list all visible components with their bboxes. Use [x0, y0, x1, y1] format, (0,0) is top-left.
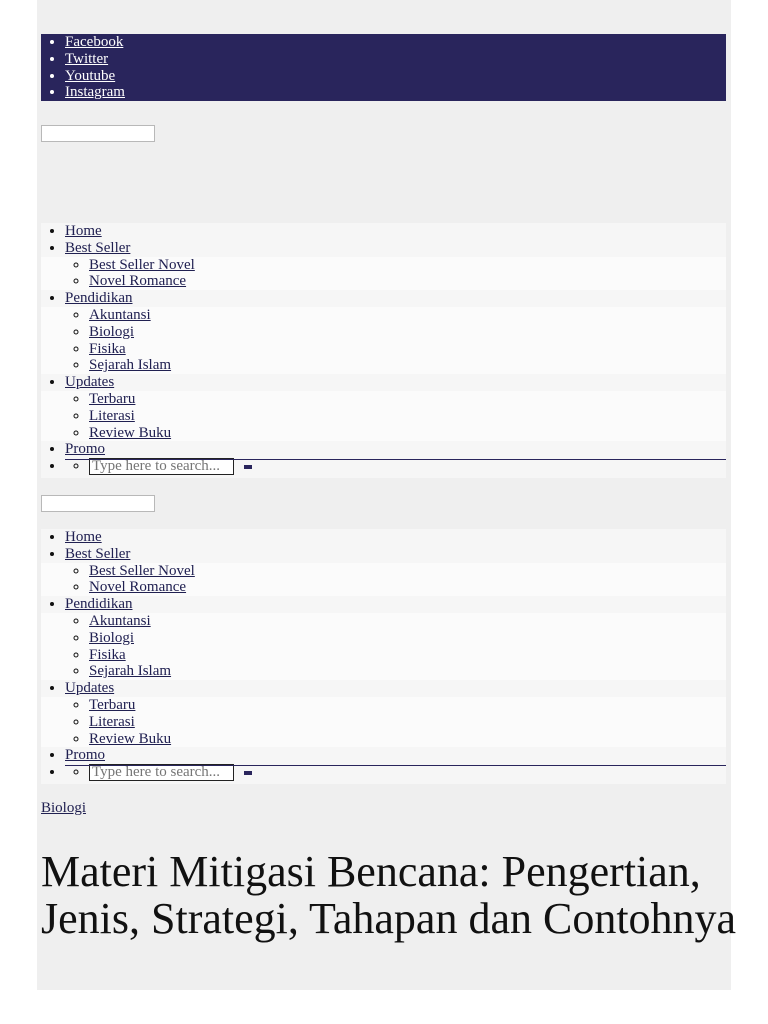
youtube-link[interactable]: Youtube [65, 67, 116, 84]
nav-link-updates[interactable]: Updates [65, 680, 115, 697]
subnav-item [89, 341, 726, 358]
mobile-nav [41, 529, 726, 784]
subnav-link-novel-romance[interactable]: Novel Romance [89, 579, 187, 596]
nav-item-pendidikan [65, 290, 726, 374]
nav-item-search [65, 764, 726, 784]
nav-item-updates [65, 680, 726, 747]
nav-link-updates[interactable]: Updates [65, 374, 115, 391]
instagram-link[interactable]: Instagram [65, 84, 125, 101]
nav-link-best-seller[interactable]: Best Seller [65, 239, 131, 256]
nav-divider [65, 765, 726, 766]
social-item-youtube [65, 68, 726, 85]
nav-item-pendidikan [65, 596, 726, 680]
subnav-link-novel-romance[interactable]: Novel Romance [89, 273, 187, 290]
subnav-item [89, 324, 726, 341]
nav-item-promo [65, 441, 726, 458]
subnav-link-fisika[interactable]: Fisika [89, 340, 126, 357]
subnav-link-terbaru[interactable]: Terbaru [89, 390, 136, 407]
subnav-link-review-buku[interactable]: Review Buku [89, 424, 172, 441]
search-form [89, 458, 726, 475]
subnav-item [89, 391, 726, 408]
subnav-link-review-buku[interactable]: Review Buku [89, 730, 172, 747]
subnav-item [89, 579, 726, 596]
social-item-twitter [65, 51, 726, 68]
breadcrumb [41, 800, 86, 817]
subnav-link-akuntansi[interactable]: Akuntansi [89, 306, 151, 323]
subnav-item [89, 257, 726, 274]
search-input[interactable] [89, 458, 234, 475]
subnav-item [89, 714, 726, 731]
subnav-item [89, 663, 726, 680]
nav-item-home [65, 529, 726, 546]
nav-item-best-seller [65, 240, 726, 290]
subnav-link-sejarah-islam[interactable]: Sejarah Islam [89, 357, 172, 374]
nav-item-home [65, 223, 726, 240]
facebook-link[interactable]: Facebook [65, 34, 124, 50]
subnav-link-best-seller-novel[interactable]: Best Seller Novel [89, 562, 195, 579]
subnav-link-sejarah-islam[interactable]: Sejarah Islam [89, 663, 172, 680]
subnav-item [89, 408, 726, 425]
nav-link-promo[interactable]: Promo [65, 747, 106, 764]
subnav-item [89, 731, 726, 748]
search-submit-button[interactable] [244, 465, 252, 469]
search-form [89, 764, 726, 781]
subnav-item [89, 647, 726, 664]
site-logo[interactable] [41, 125, 155, 142]
social-item-instagram [65, 84, 726, 101]
nav-item-search [65, 458, 726, 478]
subnav-item [89, 307, 726, 324]
subnav-link-fisika[interactable]: Fisika [89, 646, 126, 663]
social-item-facebook [65, 34, 726, 51]
subnav-link-terbaru[interactable]: Terbaru [89, 696, 136, 713]
main-nav [41, 223, 726, 478]
subnav-link-best-seller-novel[interactable]: Best Seller Novel [89, 256, 195, 273]
nav-link-home[interactable]: Home [65, 223, 102, 239]
nav-item-updates [65, 374, 726, 441]
subnav-link-biologi[interactable]: Biologi [89, 323, 135, 340]
subnav-item [89, 697, 726, 714]
nav-item-best-seller [65, 546, 726, 596]
subnav-item [89, 630, 726, 647]
subnav-link-literasi[interactable]: Literasi [89, 407, 135, 424]
article-title: Materi Mitigasi Bencana: Pengertian, Jenis, Strategi, Tahapan dan Contohnya [41, 847, 737, 943]
nav-link-promo[interactable]: Promo [65, 441, 106, 458]
nav-link-pendidikan[interactable]: Pendidikan [65, 596, 133, 613]
nav-divider [65, 459, 726, 460]
social-topbar [41, 34, 726, 101]
category-link[interactable]: Biologi [41, 800, 87, 816]
mobile-site-logo[interactable] [41, 495, 155, 512]
nav-item-promo [65, 747, 726, 764]
search-input[interactable] [89, 764, 234, 781]
subnav-item [89, 613, 726, 630]
social-links [41, 34, 726, 101]
twitter-link[interactable]: Twitter [65, 50, 109, 67]
search-submit-button[interactable] [244, 771, 252, 775]
subnav-item [89, 357, 726, 374]
subnav-item [89, 425, 726, 442]
nav-link-home[interactable]: Home [65, 529, 102, 545]
subnav-link-biologi[interactable]: Biologi [89, 629, 135, 646]
nav-link-best-seller[interactable]: Best Seller [65, 545, 131, 562]
subnav-link-literasi[interactable]: Literasi [89, 713, 135, 730]
subnav-link-akuntansi[interactable]: Akuntansi [89, 612, 151, 629]
subnav-item [89, 273, 726, 290]
subnav-item [89, 563, 726, 580]
nav-link-pendidikan[interactable]: Pendidikan [65, 290, 133, 307]
